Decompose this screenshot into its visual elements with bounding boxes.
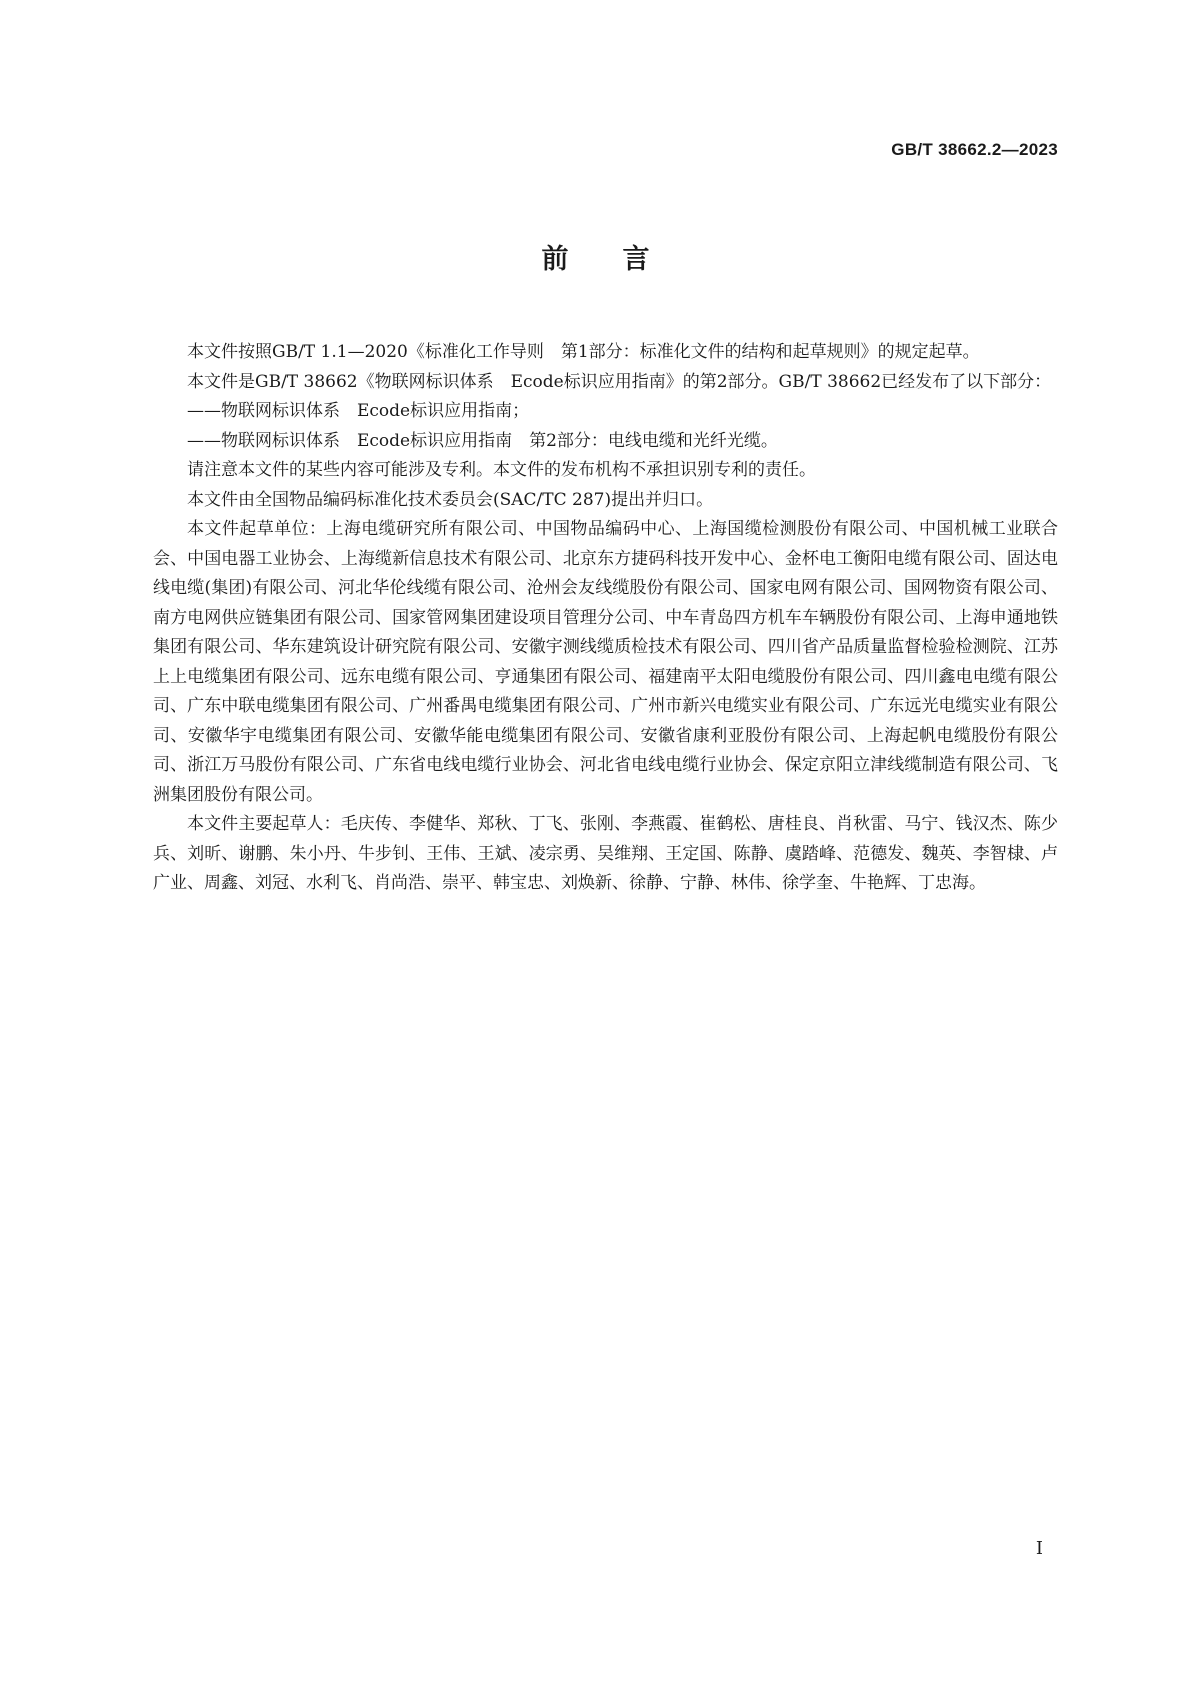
list-item-part-2: ——物联网标识体系 Ecode标识应用指南 第2部分：电线电缆和光纤光缆。 xyxy=(187,430,778,451)
paragraph-parts-intro: 本文件是GB/T 38662《物联网标识体系 Ecode标识应用指南》的第2部分。GB/T 38662已经发布了以下部分： xyxy=(187,371,1052,392)
paragraph-drafting-units: 本文件起草单位：上海电缆研究所有限公司、中国物品编码中心、上海国缆检测股份有限公司、中国机械工业联合会、中国电器工业协会、上海缆新信息技术有限公司、北京东方捷码科技开发中心、金杯电工衡阳电缆有限公司、固达电线电缆(集团)有限公司、河北华伦线缆有限公司、沧州会友线缆股份有限公司、国家电网有限公司、国网物资有限公司、南方电网供应链集团有限公司、国家管网集团建设项目管理分公司、中车青岛四方机车车辆股份有限公司、上海申通地铁集团有限公司、华东建筑设计研究院有限公司、安徽宇测线缆质检技术有限公司、四川省产品质量监督检验检测院、江苏上上电缆集团有限公司、远东电缆有限公司、亨通集团有限公司、福建南平太阳电缆股份有限公司、四川鑫电电缆有限公司、广东中联电缆集团有限公司、广州番禺电缆集团有限公司、广州市新兴电缆实业有限公司、广东远光电缆实业有限公司、安徽华宇电缆集团有限公司、安徽华能电缆集团有限公司、安徽省康利亚股份有限公司、上海起帆电缆股份有限公司、浙江万马股份有限公司、广东省电线电缆行业协会、河北省电线电缆行业协会、保定京阳立津线缆制造有限公司、飞洲集团股份有限公司。 xyxy=(153,519,1058,805)
page-title: 前 言 xyxy=(541,244,650,275)
list-item-part-1: ——物联网标识体系 Ecode标识应用指南； xyxy=(187,401,530,421)
preface-body xyxy=(153,338,1058,899)
paragraph-drafters: 本文件主要起草人：毛庆传、李健华、郑秋、丁飞、张刚、李燕霞、崔鹤松、唐桂良、肖秋雷、马宁、钱汉杰、陈少兵、刘昕、谢鹏、朱小丹、牛步钊、王伟、王斌、凌宗勇、吴维翔、王定国、陈静、虞踏峰、范德发、魏英、李智棣、卢广业、周鑫、刘冠、水利飞、肖尚浩、崇平、韩宝忠、刘焕新、徐静、宁静、林伟、徐学奎、牛艳辉、丁忠海。 xyxy=(153,814,1058,893)
paragraph-patent-notice: 请注意本文件的某些内容可能涉及专利。本文件的发布机构不承担识别专利的责任。 xyxy=(187,460,816,480)
page-number: I xyxy=(1035,1538,1043,1559)
paragraph-drafting-rules: 本文件按照GB/T 1.1—2020《标准化工作导则 第1部分：标准化文件的结构和起草规则》的规定起草。 xyxy=(187,342,980,362)
standard-number: GB/T 38662.2—2023 xyxy=(891,140,1058,159)
paragraph-committee: 本文件由全国物品编码标准化技术委员会(SAC/TC 287)提出并归口。 xyxy=(187,489,714,510)
